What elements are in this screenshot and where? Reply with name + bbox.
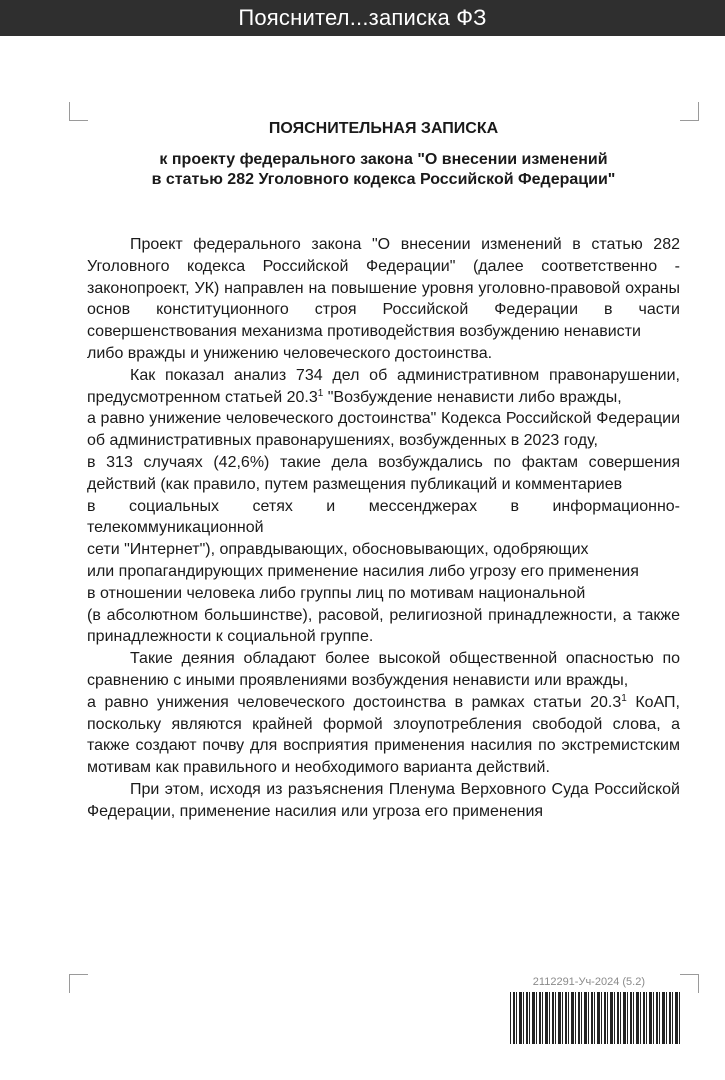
paragraph-text: Как показал анализ 734 дел об административном правонарушении, предусмотренном статьей 20.3 — [87, 366, 680, 406]
superscript: 1 — [621, 692, 627, 704]
paragraph — [87, 365, 680, 409]
paragraph: При этом, исходя из разъяснения Пленума Верховного Суда Российской Федерации, применение насилия или угроза его применения — [87, 780, 680, 820]
document-subheading — [87, 150, 680, 190]
crop-mark-top-left — [69, 102, 88, 121]
paragraph: в отношении человека либо группы лиц по мотивам национальной — [87, 584, 586, 602]
paragraph: Такие деяния обладают более высокой общественной опасностью по сравнению с иными проявлениями возбуждения ненависти или вражды, — [87, 650, 680, 689]
paragraph: либо вражды и унижению человеческого достоинства. — [87, 344, 493, 362]
paragraph: Проект федерального закона "О внесении изменений в статью 282 Уголовного кодекса Российской Федерации" (далее соответственно - законопроект, УК) направлен на повышение уровня уголовно-правовой охраны основ конституционного строя Российской Федерации в части совершенствования механизма противодействия возбуждению ненависти — [87, 236, 680, 341]
document-heading: ПОЯСНИТЕЛЬНАЯ ЗАПИСКА — [268, 120, 499, 137]
paragraph-text: а равно унижения человеческого достоинства в рамках статьи 20.3 — [87, 693, 622, 711]
paragraph — [87, 692, 680, 779]
registration-number: 2112291-Уч-2024 (5.2) — [532, 976, 645, 988]
paragraph: в социальных сетях и мессенджерах в информационно-телекоммуникационной — [87, 497, 680, 537]
paragraph: (в абсолютном большинстве), расовой, религиозной принадлежности, а также принадлежности к социальной группе. — [87, 606, 680, 646]
document-page — [0, 36, 725, 1080]
paragraph: или пропагандирующих применение насилия либо угрозу его применения — [87, 562, 639, 580]
crop-mark-top-right — [680, 102, 699, 121]
superscript: 1 — [317, 387, 324, 399]
paragraph: а равно унижение человеческого достоинства" Кодекса Российской Федерации об административных правонарушениях, возбужденных в 2023 году, — [87, 410, 680, 450]
document-title: Пояснител...записка ФЗ — [238, 5, 487, 30]
paragraph: в 313 случаях (42,6%) такие дела возбуждались по фактам совершения действий (как правило, путем размещения публикаций и комментариев — [87, 453, 680, 493]
subheading-line-1: к проекту федерального закона "О внесении изменений — [159, 151, 608, 168]
subheading-line-2: в статью 282 Уголовного кодекса Российской Федерации" — [151, 171, 616, 188]
paragraph-text: "Возбуждение ненависти либо вражды, — [323, 388, 622, 406]
barcode-image — [510, 992, 682, 1044]
viewer-title-bar — [0, 0, 725, 36]
crop-mark-bottom-right — [680, 974, 699, 993]
crop-mark-bottom-left — [69, 974, 88, 993]
paragraph: сети "Интернет"), оправдывающих, обосновывающих, одобряющих — [87, 541, 589, 559]
document-body — [87, 234, 680, 823]
paragraph-text: КоАП, поскольку являются крайней формой злоупотребления свободой слова, а также создают почву для восприятия применения насилия по экстремистским мотивам как правильного и необходимого варианта действий. — [87, 693, 681, 777]
